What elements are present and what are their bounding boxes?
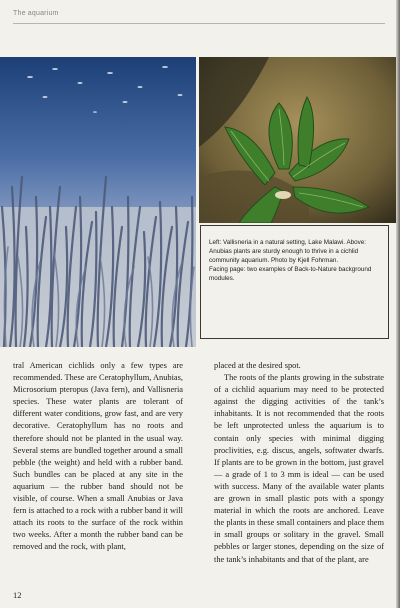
body-column-right xyxy=(214,360,384,566)
page-spine-shadow xyxy=(396,0,400,608)
body-paragraph: tral American cichlids only a few types are recommended. These are Ceratophyllum, Anubias, Microsorium pteropus (Java fern), and Vallisneria species. These water plants are tolerant of different water conditions, grow fast, and are very decorative. Ceratophyllum has no roots and therefore should not be planted in the usual way. Several stems are bundled together around a small pebble (the weight) and held with a rubber band. Such bundles can be placed at any site in the aquarium — the rubber band should not be visible, of course. When a small Anubias or Java fern is attached to a rock with a rubber band it will attach its roots to the surface of the rock within two weeks. After a month the rubber band can be removed and the rock, with plant, xyxy=(13,361,183,552)
vallisneria-photo-art xyxy=(0,57,196,347)
caption-line: Left: Vallisneria in a natural setting, Lake Malawi. Above: Anubias plants are sturdy enough to thrive in a cichlid community aquarium. Photo by Kjell Fohrman. xyxy=(209,239,367,264)
header-rule xyxy=(13,23,385,24)
body-paragraph: The roots of the plants growing in the substrate of a cichlid aquarium may need to be protected against the digging activities of the tank’s inhabitants. It is not recommended that the roots be left unprotected unless the aquarium is to contain only species with minimal digging proclivities, e.g. discus, angels, softwater dwarfs. If plants are to be grown in the bottom, just gravel — a grade of 1 to 3 mm is ideal — can be used with success. Many of the available water plants are grown in small plastic pots with a spongy material in which the roots are anchored. Leave the plants in these small containers and place them in small groups or solitary in the gravel. Small pebbles or larger stones, depending on the size of the tank’s inhabitants and that of the plant, are xyxy=(214,373,384,564)
photo-caption xyxy=(200,225,389,339)
caption-line: Facing page: two examples of Back-to-Nature background modules. xyxy=(209,266,372,282)
anubias-photo xyxy=(199,57,398,223)
body-paragraph: placed at the desired spot. xyxy=(214,361,301,370)
body-column-left xyxy=(13,360,183,554)
page-number: 12 xyxy=(13,590,22,600)
anubias-photo-art xyxy=(199,57,398,223)
vallisneria-photo xyxy=(0,57,196,347)
running-header: The aquarium xyxy=(13,10,59,17)
